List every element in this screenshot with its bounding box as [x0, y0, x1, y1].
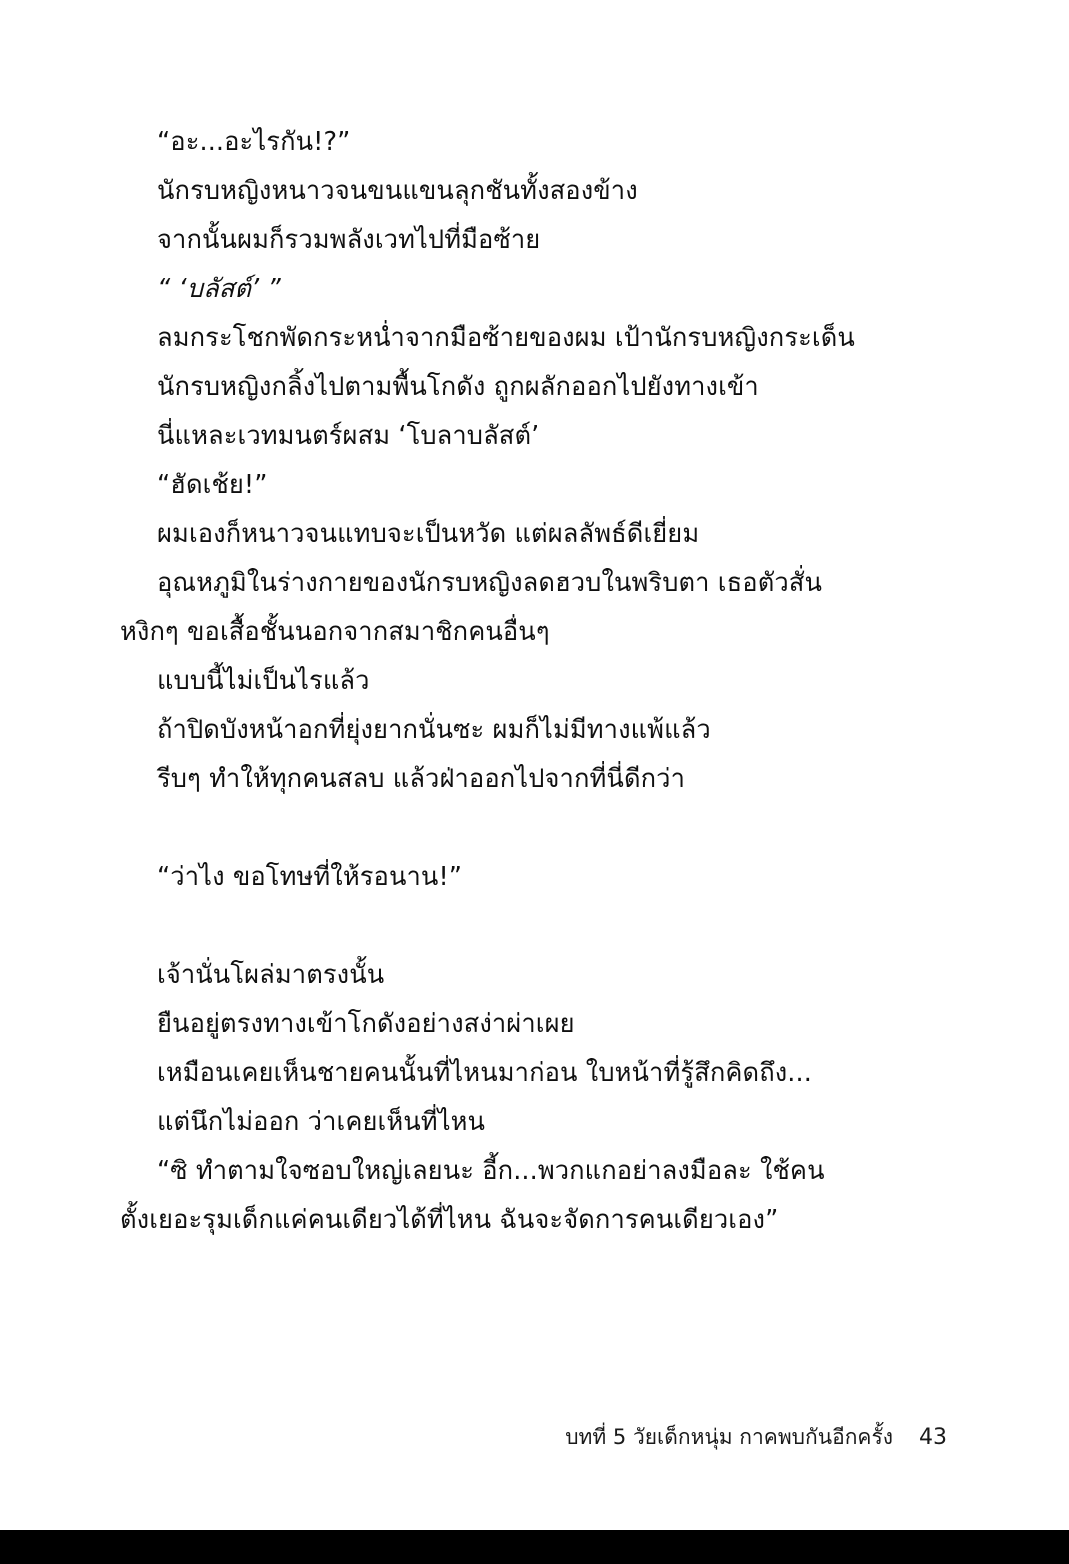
paragraph-spacer [120, 804, 949, 853]
text-line: แบบนี้ไม่เป็นไรแล้ว [157, 666, 370, 696]
paragraph-block-1 [120, 118, 949, 804]
text-line: เหมือนเคยเห็นชายคนนั้นที่ไหนมาก่อน ใบหน้าที่รู้สึกคิดถึง... [157, 1058, 812, 1088]
paragraph-spacer [120, 902, 949, 951]
text-line: นักรบหญิงหนาวจนขนแขนลุกชันทั้งสองข้าง [157, 176, 638, 206]
bottom-black-bar [0, 1530, 1069, 1564]
page-footer [0, 1397, 1069, 1478]
text-line: “อะ...อะไรกัน!?” [157, 127, 351, 157]
text-line: รีบๆ ทำให้ทุกคนสลบ แล้วฝ่าออกไปจากที่นี่ดีกว่า [157, 764, 685, 794]
page-number: 43 [919, 1425, 947, 1450]
text-line: ถ้าปิดบังหน้าอกที่ยุ่งยากนั่นซะ ผมก็ไม่มีทางแพ้แล้ว [157, 715, 711, 745]
text-line: ตั้งเยอะรุมเด็กแค่คนเดียวได้ที่ไหน ฉันจะจัดการคนเดียวเอง” [120, 1205, 779, 1235]
text-line: “ว่าไง ขอโทษที่ให้รอนาน!” [157, 862, 463, 892]
text-line: นี่แหละเวทมนตร์ผสม ‘โบลาบลัสต์’ [157, 421, 540, 451]
text-line: หงิกๆ ขอเสื้อชั้นนอกจากสมาชิกคนอื่นๆ [120, 617, 550, 647]
page-text-body [0, 118, 1069, 1245]
text-line: ลมกระโชกพัดกระหน่ำจากมือซ้ายของผม เป้านักรบหญิงกระเด็น [157, 323, 855, 353]
paragraph-block-3 [120, 951, 949, 1245]
text-line: เจ้านั่นโผล่มาตรงนั้น [157, 960, 385, 990]
text-line: “ซิ ทำตามใจซอบใหญ่เลยนะ อี้ก...พวกแกอย่าลงมือละ ใช้คน [157, 1156, 825, 1186]
text-line: แต่นึกไม่ออก ว่าเคยเห็นที่ไหน [157, 1107, 486, 1137]
text-line: “ฮัดเช้ย!” [157, 470, 268, 500]
text-line: จากนั้นผมก็รวมพลังเวทไปที่มือซ้าย [157, 225, 541, 255]
footer-chapter-title: บทที่ 5 วัยเด็กหนุ่ม กาคพบกันอีกครั้ง [565, 1425, 893, 1449]
text-line-italic: “ ‘บลัสต์’ ” [157, 274, 281, 304]
text-line: อุณหภูมิในร่างกายของนักรบหญิงลดฮวบในพริบตา เธอตัวสั่น [157, 568, 822, 598]
paragraph-block-2 [120, 853, 949, 902]
text-line: ยืนอยู่ตรงทางเข้าโกดังอย่างสง่าผ่าเผย [157, 1009, 575, 1039]
text-line: นักรบหญิงกลิ้งไปตามพื้นโกดัง ถูกผลักออกไปยังทางเข้า [157, 372, 759, 402]
text-line: ผมเองก็หนาวจนแทบจะเป็นหวัด แต่ผลลัพธ์ดีเยี่ยม [157, 519, 700, 549]
